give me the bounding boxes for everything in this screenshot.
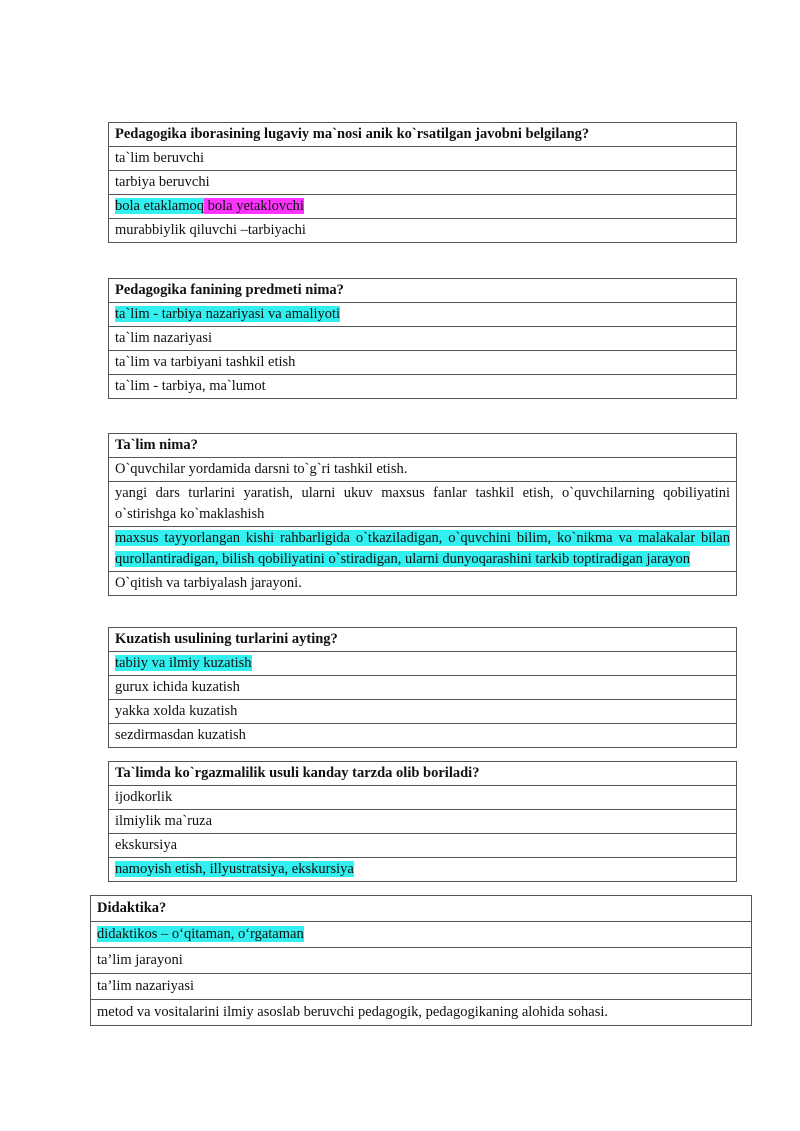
question-5: Ta`limda ko`rgazmalilik usuli kanday tarzda olib boriladi?	[115, 765, 480, 781]
question-table-2	[108, 278, 737, 399]
answer-option: ta`lim nazariyasi	[109, 326, 736, 350]
answer-option: ta’lim nazariyasi	[91, 973, 751, 999]
question-2: Pedagogika fanining predmeti nima?	[115, 282, 344, 298]
answer-option-correct	[91, 921, 751, 947]
highlighted-text: namoyish etish, illyustratsiya, ekskursiya	[115, 861, 354, 877]
answer-option: ta’lim jarayoni	[91, 947, 751, 973]
question-table-6	[90, 895, 752, 1026]
highlighted-text: didaktikos – o‘qitaman, o‘rgataman	[97, 926, 304, 942]
highlighted-text: bola yetaklovchi	[203, 198, 304, 214]
highlighted-text: maxsus tayyorlangan kishi rahbarligida o`tkaziladigan, o`quvchini bilim, ko`nikma va malakalar bilan qurollantiradigan, bilish qobiliyatini o`stiradigan, ularni dunyoqarashini tarkib toptiradigan jarayon	[115, 530, 730, 567]
highlighted-text: bola etaklamoq	[115, 198, 204, 214]
answer-option: ekskursiya	[109, 833, 736, 857]
answer-option: ilmiylik ma`ruza	[109, 809, 736, 833]
question-table-1	[108, 122, 737, 243]
answer-option: ta`lim - tarbiya, ma`lumot	[109, 374, 736, 398]
answer-option: O`qitish va tarbiyalash jarayoni.	[109, 571, 736, 595]
question-4: Kuzatish usulining turlarini ayting?	[115, 631, 338, 647]
answer-option: metod va vositalarini ilmiy asoslab beruvchi pedagogik, pedagogikaning alohida sohasi.	[91, 999, 751, 1025]
answer-option: yakka xolda kuzatish	[109, 699, 736, 723]
answer-option-correct	[109, 651, 736, 675]
answer-option-correct	[109, 857, 736, 881]
highlighted-text: tabiiy va ilmiy kuzatish	[115, 655, 252, 671]
question-6: Didaktika?	[97, 900, 167, 916]
answer-option-correct	[109, 194, 736, 218]
answer-option: gurux ichida kuzatish	[109, 675, 736, 699]
answer-option: ta`lim va tarbiyani tashkil etish	[109, 350, 736, 374]
answer-option: tarbiya beruvchi	[109, 170, 736, 194]
answer-option: O`quvchilar yordamida darsni to`g`ri tashkil etish.	[109, 457, 736, 481]
question-1: Pedagogika iborasining lugaviy ma`nosi anik ko`rsatilgan javobni belgilang?	[115, 126, 590, 142]
question-table-4	[108, 627, 737, 748]
question-table-3	[108, 433, 737, 596]
answer-option-correct	[109, 526, 736, 571]
question-3: Ta`lim nima?	[115, 437, 198, 453]
highlighted-text: ta`lim - tarbiya nazariyasi va amaliyoti	[115, 306, 341, 322]
answer-option: ta`lim beruvchi	[109, 146, 736, 170]
answer-option: sezdirmasdan kuzatish	[109, 723, 736, 747]
question-table-5	[108, 761, 737, 882]
answer-option: ijodkorlik	[109, 785, 736, 809]
answer-option: yangi dars turlarini yaratish, ularni ukuv maxsus fanlar tashkil etish, o`quvchilarning qobiliyatini o`stirishga ko`maklashish	[109, 481, 736, 526]
answer-option: murabbiylik qiluvchi –tarbiyachi	[109, 218, 736, 242]
answer-option-correct	[109, 302, 736, 326]
